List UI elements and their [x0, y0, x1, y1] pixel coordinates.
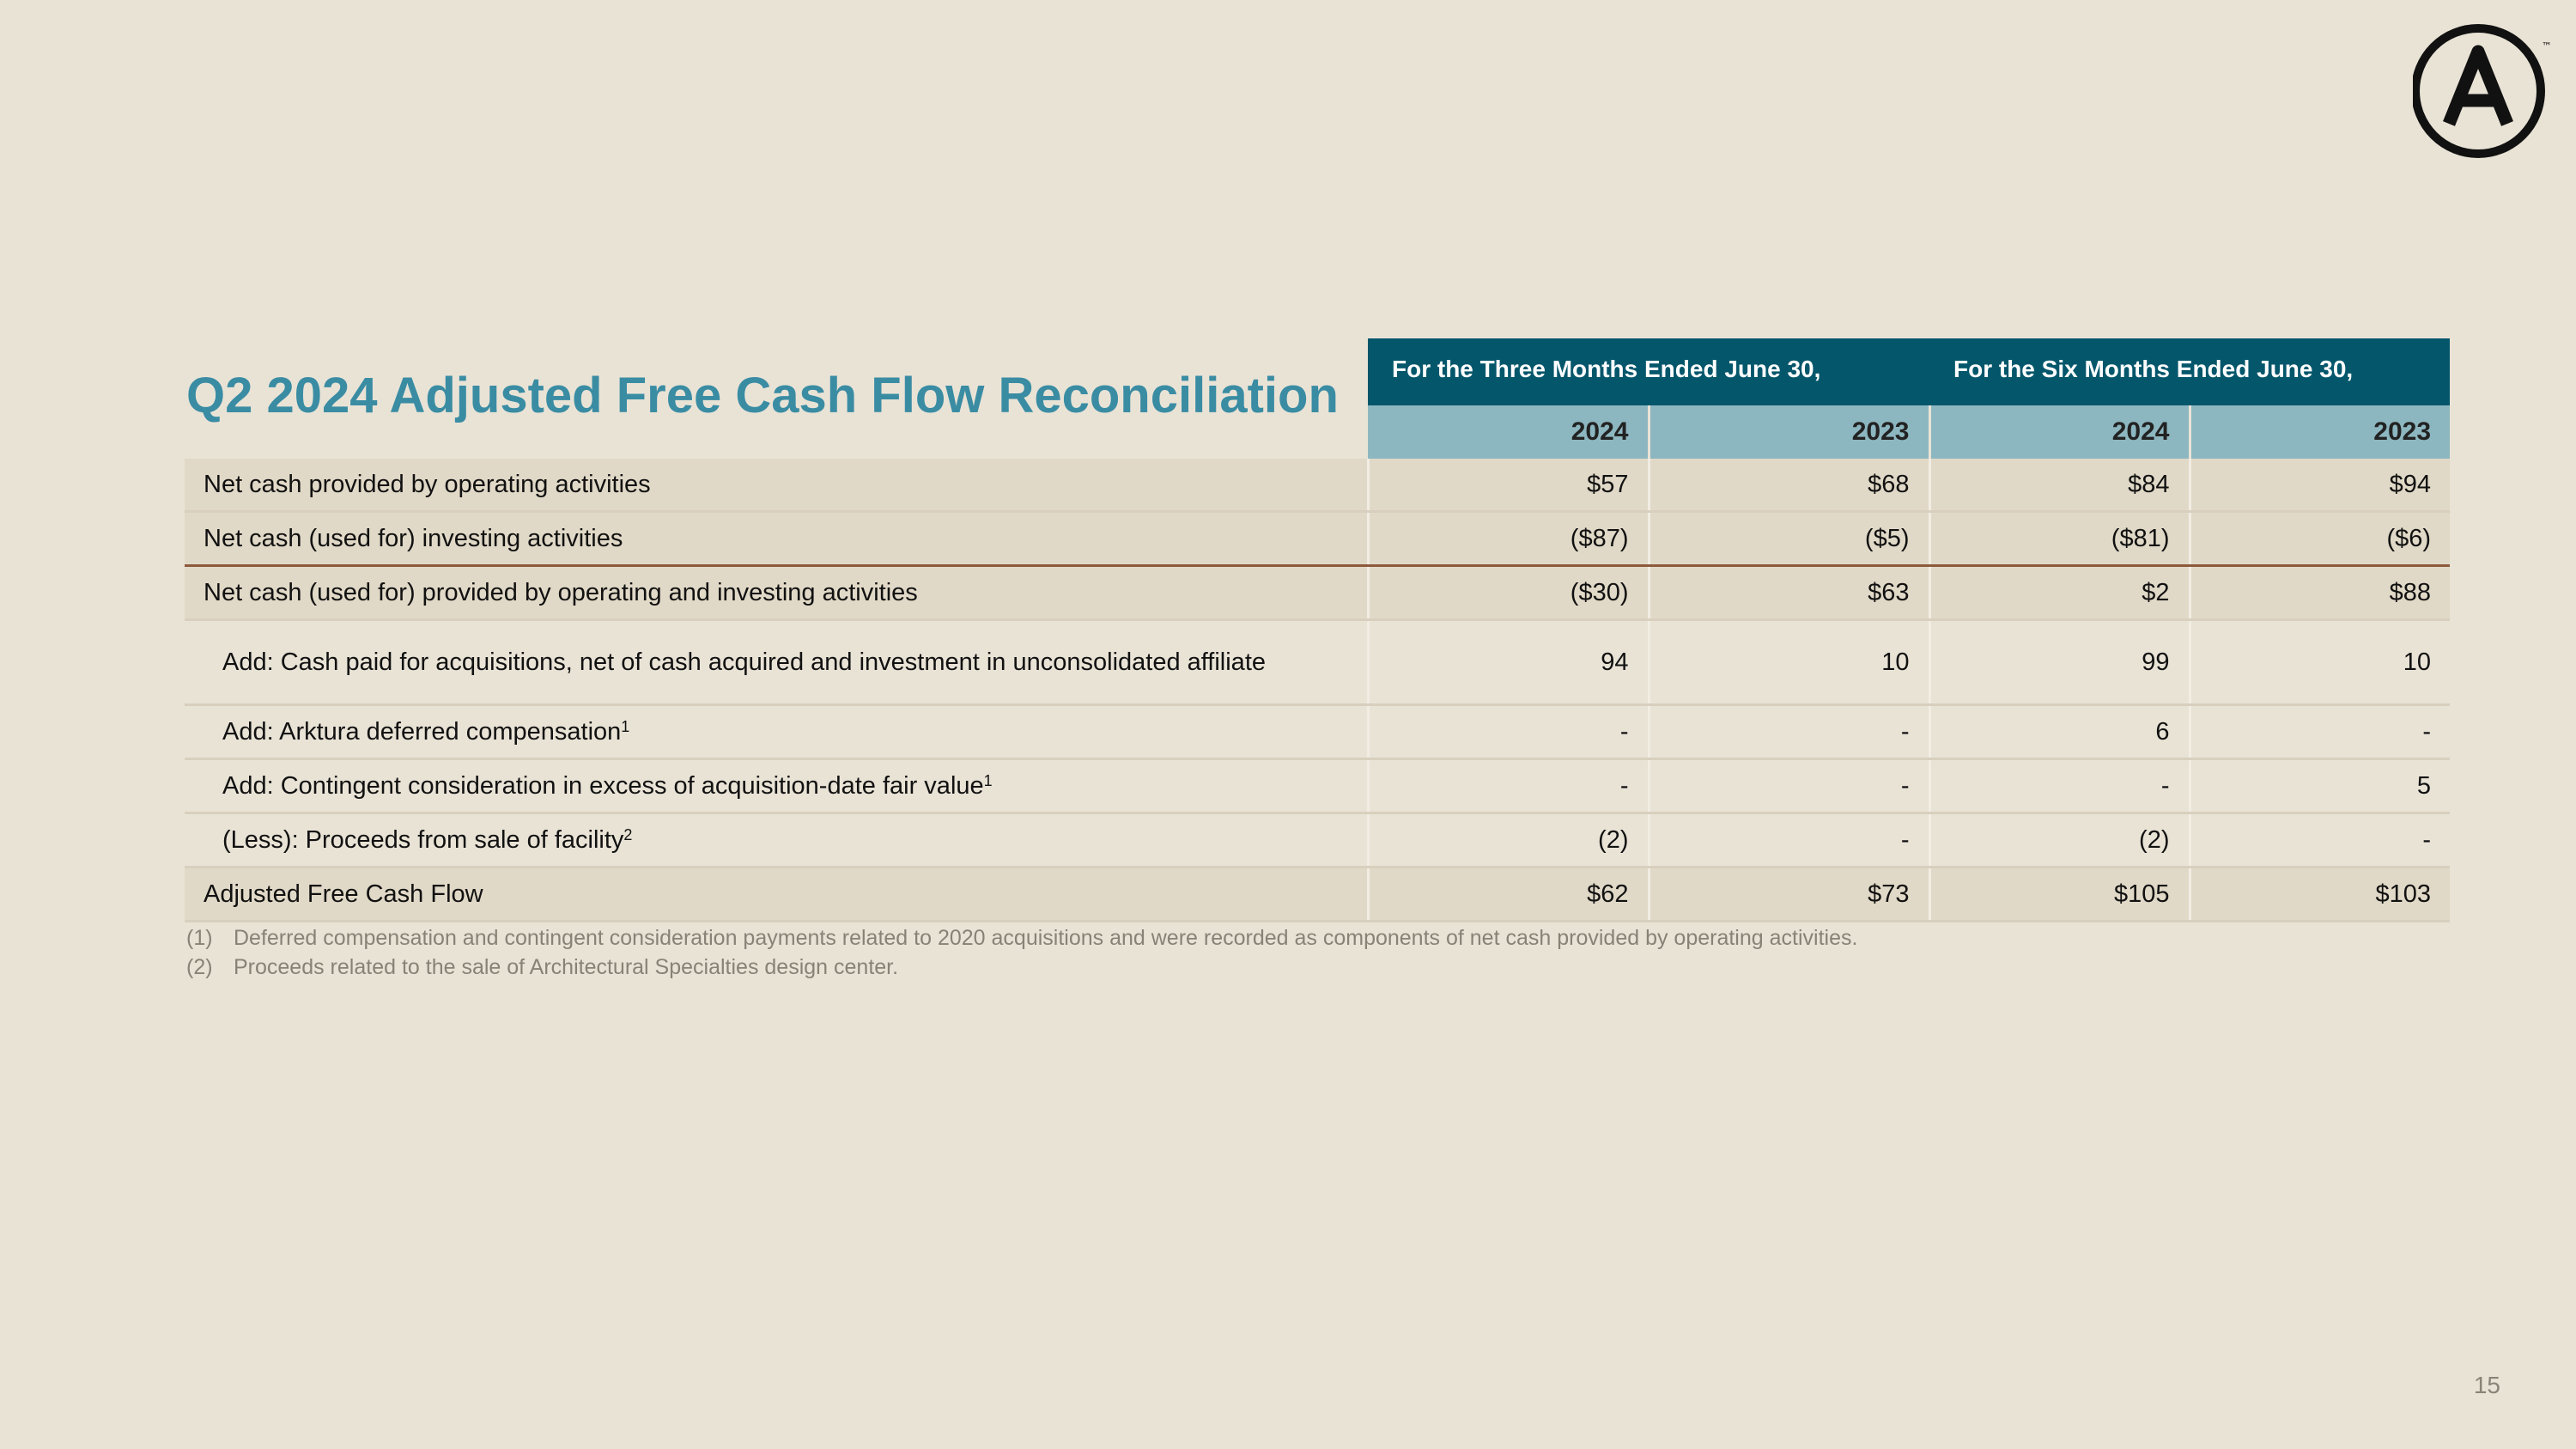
- value-cell: $103: [2190, 868, 2450, 922]
- row-label: Net cash provided by operating activities: [185, 459, 1368, 512]
- value-cell: -: [1368, 705, 1649, 759]
- value-cell: -: [1368, 759, 1649, 813]
- page-title: Q2 2024 Adjusted Free Cash Flow Reconciliation: [186, 368, 1339, 423]
- table-row: [185, 459, 2450, 512]
- table-row: [185, 512, 2450, 566]
- value-cell: -: [2190, 705, 2450, 759]
- value-cell: $88: [2190, 566, 2450, 620]
- row-label: Net cash (used for) provided by operating and investing activities: [185, 566, 1368, 620]
- value-cell: $2: [1929, 566, 2190, 620]
- value-cell: (2): [1929, 813, 2190, 868]
- value-cell: -: [1649, 759, 1929, 813]
- value-cell: -: [1649, 705, 1929, 759]
- footnote: (2) Proceeds related to the sale of Architectural Specialties design center.: [186, 955, 899, 979]
- trademark-mark: ™: [2542, 40, 2552, 52]
- value-cell: $62: [1368, 868, 1649, 922]
- value-cell: $63: [1649, 566, 1929, 620]
- value-cell: -: [2190, 813, 2450, 868]
- value-cell: 6: [1929, 705, 2190, 759]
- year-header: 2024: [1368, 405, 1649, 459]
- row-label: Add: Contingent consideration in excess of acquisition-date fair value$^1$: [185, 759, 1368, 813]
- value-cell: -: [1929, 759, 2190, 813]
- row-label: (Less): Proceeds from sale of facility$^2$: [185, 813, 1368, 868]
- value-cell: 5: [2190, 759, 2450, 813]
- table-row: [185, 705, 2450, 759]
- value-cell: ($30): [1368, 566, 1649, 620]
- value-cell: ($5): [1649, 512, 1929, 566]
- value-cell: ($81): [1929, 512, 2190, 566]
- year-header: 2023: [1649, 405, 1929, 459]
- header-three-months: For the Three Months Ended June 30,: [1368, 338, 1929, 405]
- table-row-total: [185, 868, 2450, 922]
- header-six-months: For the Six Months Ended June 30,: [1929, 338, 2450, 405]
- value-cell: 94: [1368, 620, 1649, 705]
- table-row: [185, 620, 2450, 705]
- row-label: Add: Arktura deferred compensation$^1$: [185, 705, 1368, 759]
- value-cell: 10: [1649, 620, 1929, 705]
- footnote: (1) Deferred compensation and contingent consideration payments related to 2020 acquisitions and were recorded as components of net cash provided by operating activities.: [186, 926, 1858, 950]
- footnotes: [186, 923, 2333, 982]
- table-row: [185, 759, 2450, 813]
- value-cell: $105: [1929, 868, 2190, 922]
- value-cell: 10: [2190, 620, 2450, 705]
- value-cell: $73: [1649, 868, 1929, 922]
- value-cell: ($6): [2190, 512, 2450, 566]
- value-cell: $84: [1929, 459, 2190, 512]
- row-label: Adjusted Free Cash Flow: [185, 868, 1368, 922]
- table-row: [185, 566, 2450, 620]
- year-header-blank-cell: [185, 405, 1368, 459]
- value-cell: (2): [1368, 813, 1649, 868]
- year-header: 2024: [1929, 405, 2190, 459]
- company-logo-icon: [2413, 21, 2552, 160]
- value-cell: $94: [2190, 459, 2450, 512]
- row-label: Add: Cash paid for acquisitions, net of cash acquired and investment in unconsolidated affiliate: [185, 620, 1368, 705]
- row-label: Net cash (used for) investing activities: [185, 512, 1368, 566]
- year-header: 2023: [2190, 405, 2450, 459]
- value-cell: $57: [1368, 459, 1649, 512]
- value-cell: $68: [1649, 459, 1929, 512]
- value-cell: 99: [1929, 620, 2190, 705]
- value-cell: -: [1649, 813, 1929, 868]
- header-blank-cell: [185, 338, 1368, 405]
- table-row: [185, 813, 2450, 868]
- page-number: 15: [2473, 1372, 2500, 1398]
- value-cell: ($87): [1368, 512, 1649, 566]
- reconciliation-table: [185, 338, 2450, 922]
